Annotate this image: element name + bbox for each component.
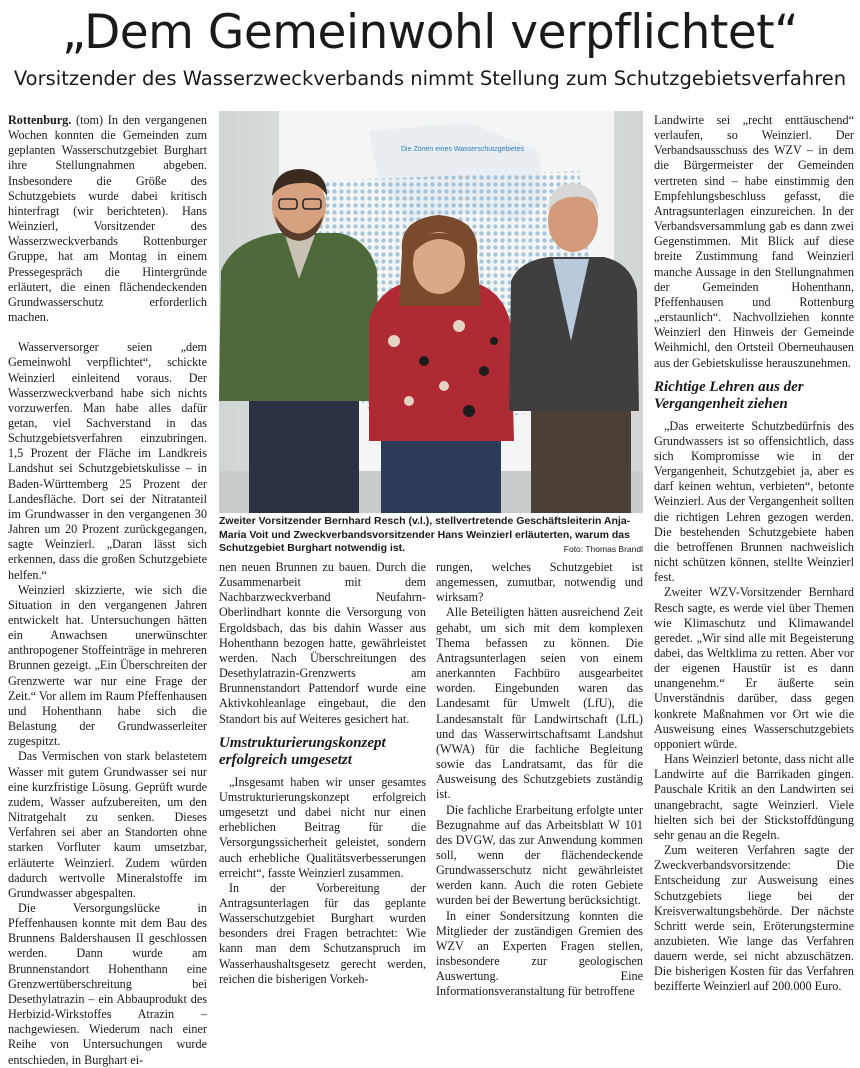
paragraph: Die Versorgungslücke in Pfeffenhausen konnte mit dem Bau des Brunnens Baldershausen II geschlossen werden. Dann wurde am Brunnenstandort Hohenthann eine Grenzwertüberschreitung bei Desethylatrazin – ein Abbauprodukt des Herbizid-Wirkstoffes Atrazin – nachgewiesen. Wiederum nach einer Reihe von Untersuchungen wurde entschieden, in Burghart ei-: [8, 900, 207, 1067]
paragraph: In einer Sondersitzung konnten die Mitglieder der zuständigen Gremien des WZV an Experten Fragen stellen, insbesondere zur geologischen Auswertung. Eine Informationsveranstaltung für betroffene: [436, 908, 643, 999]
article-column-4: [654, 113, 854, 995]
article-photo: [219, 111, 643, 513]
headline: „Dem Gemeinwohl verpflichtet“: [61, 5, 799, 60]
paragraph: Die fachliche Erarbeitung erfolgte unter Bezugnahme auf das Arbeitsblatt W 101 des DVGW, das zur Anwendung kommen soll, wenn der flächendeckende Grundwasserschutz nicht gewährleistet werden kann. Auch die roten Gebiete wurden bei der Bewertung berücksichtigt.: [436, 802, 643, 908]
photo-caption: [219, 515, 643, 557]
paragraph: nen neuen Brunnen zu bauen. Durch die Zusammenarbeit mit dem Nachbarzweckverband Neufahrn-Oberlindhart konnte die Versorgung von Ergoldsbach, das bis dahin Wasser aus Hohenthann bezogen hatte, gewährleistet werden. Nach Überschreitungen des Desethylatrazin-Grenzwerts am Brunnenstandort Pattendorf wurde eine Aktivkohleanlage eingebaut, die den Standort bis auf Weiteres gesichert hat.: [219, 560, 426, 726]
paragraph: Weinzierl skizzierte, wie sich die Situation in den vergangenen Jahren entwickelt hat. Untersuchungen hätten ein Anwachsen unerwünschter anthropogener Stoffeinträge in mehreren Brunnen gezeigt. „Ein Überschreiten der Grenzwerte war nur eine Frage der Zeit.“ Vor allem im Raum Pfeffenhausen und Hohenthann habe sich die Belastung der Grundwasserleiter zugespitzt.: [8, 582, 208, 749]
subheadline: Vorsitzender des Wasserzweckverbands nimmt Stellung zum Schutzgebietsverfahren: [13, 67, 847, 90]
paragraph: Wasserversorger seien „dem Gemeinwohl verpflichtet“, schickte Weinzierl einleitend voraus. Der Wasserzweckverband habe sich nichts vorzuwerfen. Man habe alles dafür getan, viel Sachverstand in das Schutzgebietsverfahren einzubringen. 1,5 Prozent der Fläche im Landkreis Landshut sei Schutzgebietskulisse – in Baden-Württemberg 25 Prozent der Landesfläche. Dort sei der Nitratanteil im Grundwasser in den vergangenen 30 Jahren um 20 Prozent zurückgegangen, sagte Weinzierl. „Daran lässt sich erkennen, dass die großen Schutzgebiete helfen.“: [8, 340, 207, 582]
paragraph: Landwirte sei „recht enttäuschend“ verlaufen, so Weinzierl. Der Verbandsausschuss des WZV – in dem die Bürgermeister der Gemeinden vertreten sind – habe einstimmig den Empfehlungsbeschluss gefasst, die Antragsunterlagen einzureichen. In der Verbandsversammlung gab es dann zwei Gegenstimmen. Mit Blick auf diese breite Zustimmung fand Weinzierl manche Aussage in den Stellungnahmen der Gemeinden Hohenthann, Pfeffenhausen und Rottenburg „erstaunlich“. Nachvollziehen konnte Weinzierl den Hinweis der Gemeinde Weihmichl, den Ortsteil Oberneuhausen aus der Gebietskulisse herauszunehmen.: [654, 113, 854, 370]
caption-text: Zweiter Vorsitzender Bernhard Resch (v.l.), stellvertretende Geschäftsleiterin Anja-Maria Voit und Zweckverbandsvorsitzender Hans Weinzierl erläuterten, warum das Schutzgebiet Burghart notwendig ist.: [219, 515, 631, 555]
paragraph: In der Vorbereitung der Antragsunterlagen für das geplante Wasserschutzgebiet Burghart wurden besonders drei Fragen betrachtet: Wie kann man dem Schutzanspruch im Wasserhaushaltsgesetz gerecht werden, reichen die bisherigen Vorkeh-: [219, 880, 426, 986]
section-heading: Umstrukturierungskonzept erfolgreich umgesetzt: [219, 734, 386, 768]
paragraph: Rottenburg. (tom) In den vergangenen Wochen konnten die Gemeinden zum geplanten Wasserschutzgebiet Burghart ihre Stellungnahmen abgeben. Insbesondere die Größe des Schutzgebiets wurde dabei kritisch hinterfragt (wir berichteten). Hans Weinzierl, Vorsitzender des Wasserzweckverbands Rottenburger Gruppe, hat am Montag in einem Pressegespräch die Hintergründe erläutert, die einen flächendeckenden Grundwasserschutz erforderlich machen.: [8, 113, 207, 325]
paragraph: Alle Beteiligten hätten ausreichend Zeit gehabt, um sich mit dem komplexen Thema befassen zu können. Die Antragsunterlagen seien von einem anerkannten Fachbüro ausgearbeitet worden. Eingebunden waren das Landesamt für Umwelt (LfU), die Landesanstalt für Landwirtschaft (LfL) und das Wasserwirtschaftsamt Landshut (WWA) für die fachliche Begleitung sowie das Landratsamt, das für die Ausweisung des Schutzgebiets zuständig ist.: [436, 605, 643, 802]
section-heading: Richtige Lehren aus der Vergangenheit ziehen: [654, 378, 804, 412]
article-column-2: [219, 560, 426, 987]
photo-illustration: [219, 111, 643, 513]
poster-title: Die Zonen eines Wasserschutzgebietes: [401, 146, 525, 153]
paragraph: Zum weiteren Verfahren sagte der Zweckverbandsvorsitzende: Die Entscheidung zur Ausweisung eines Schutzgebiets liege bei der Kreisverwaltungsbehörde. Der nächste Schritt werde sein, Eröterungstermine anzubieten. Wie lange das Verfahren dauern werde, sei nicht abzuschätzen. Die bisherigen Kosten für das Verfahren bezifferte Weinzierl auf 200.000 Euro.: [654, 843, 854, 994]
article-column-1: [8, 113, 207, 1068]
article-column-3: [436, 560, 643, 1000]
paragraph: Das Vermischen von stark belastetem Wasser mit gutem Grundwasser sei nur eine kurzfristige Lösung. Geprüft wurde zudem, Wasser aufzubereiten, um den Nitratgehalt zu senken. Dieses Verfahren sei aber an Standorten ohne starken Vorfluter kaum umsetzbar, erläuterte Weinzierl. Zudem würden dadurch wertvolle Mineralstoffe im Grundwasser abgespalten.: [8, 749, 207, 900]
paragraph: „Insgesamt haben wir unser gesamtes Umstrukturierungskonzept erfolgreich umgesetzt und dabei nicht nur einen erheblichen Beitrag für die Versorgungssicherheit geleistet, sondern auch erhebliche Qualitätsverbesserungen erreicht“, fasste Weinzierl zusammen.: [219, 774, 426, 880]
paragraph: rungen, welches Schutzgebiet ist angemessen, zumutbar, notwendig und wirksam?: [436, 560, 643, 605]
paragraph: Zweiter WZV-Vorsitzender Bernhard Resch sagte, es werde viel über Themen wie Klimaschutz und Klimawandel geredet. „Wir sind alle mit Begeisterung dabei, das Weltklima zu retten. Aber vor der eigenen Haustür ist es dann unangenehm.“ Er äußerte sein Unverständnis darüber, dass gegen konkrete Maßnahmen vor Ort wie die Ausweisung eines Wasserschutzgebiets opponiert würde.: [654, 585, 854, 751]
dateline: Rottenburg.: [8, 113, 72, 127]
paragraph: „Das erweiterte Schutzbedürfnis des Grundwassers ist so offensichtlich, dass sich Kompromisse wie in der Vergangenheit, Schutzgebiet ja, aber es darf keinen wehtun, verbieten“, betonte Weinzierl. Aus der Vergangenheit sollten die richtigen Lehren gezogen werden. Die bestehenden Schutzgebiete haben die betroffenen Brunnen nachweislich nicht schützen können, stellte Weinzierl fest.: [654, 418, 854, 585]
photo-credit: Foto: Thomas Brandl: [563, 544, 643, 555]
paragraph: Hans Weinzierl betonte, dass nicht alle Landwirte auf die Barrikaden gingen. Pauschale Kritik an den Landwirten sei unangebracht, sagte Weinzierl. Viele hielten sich bei der Stickstoffdüngung sehr genau an die Regeln.: [654, 752, 854, 842]
